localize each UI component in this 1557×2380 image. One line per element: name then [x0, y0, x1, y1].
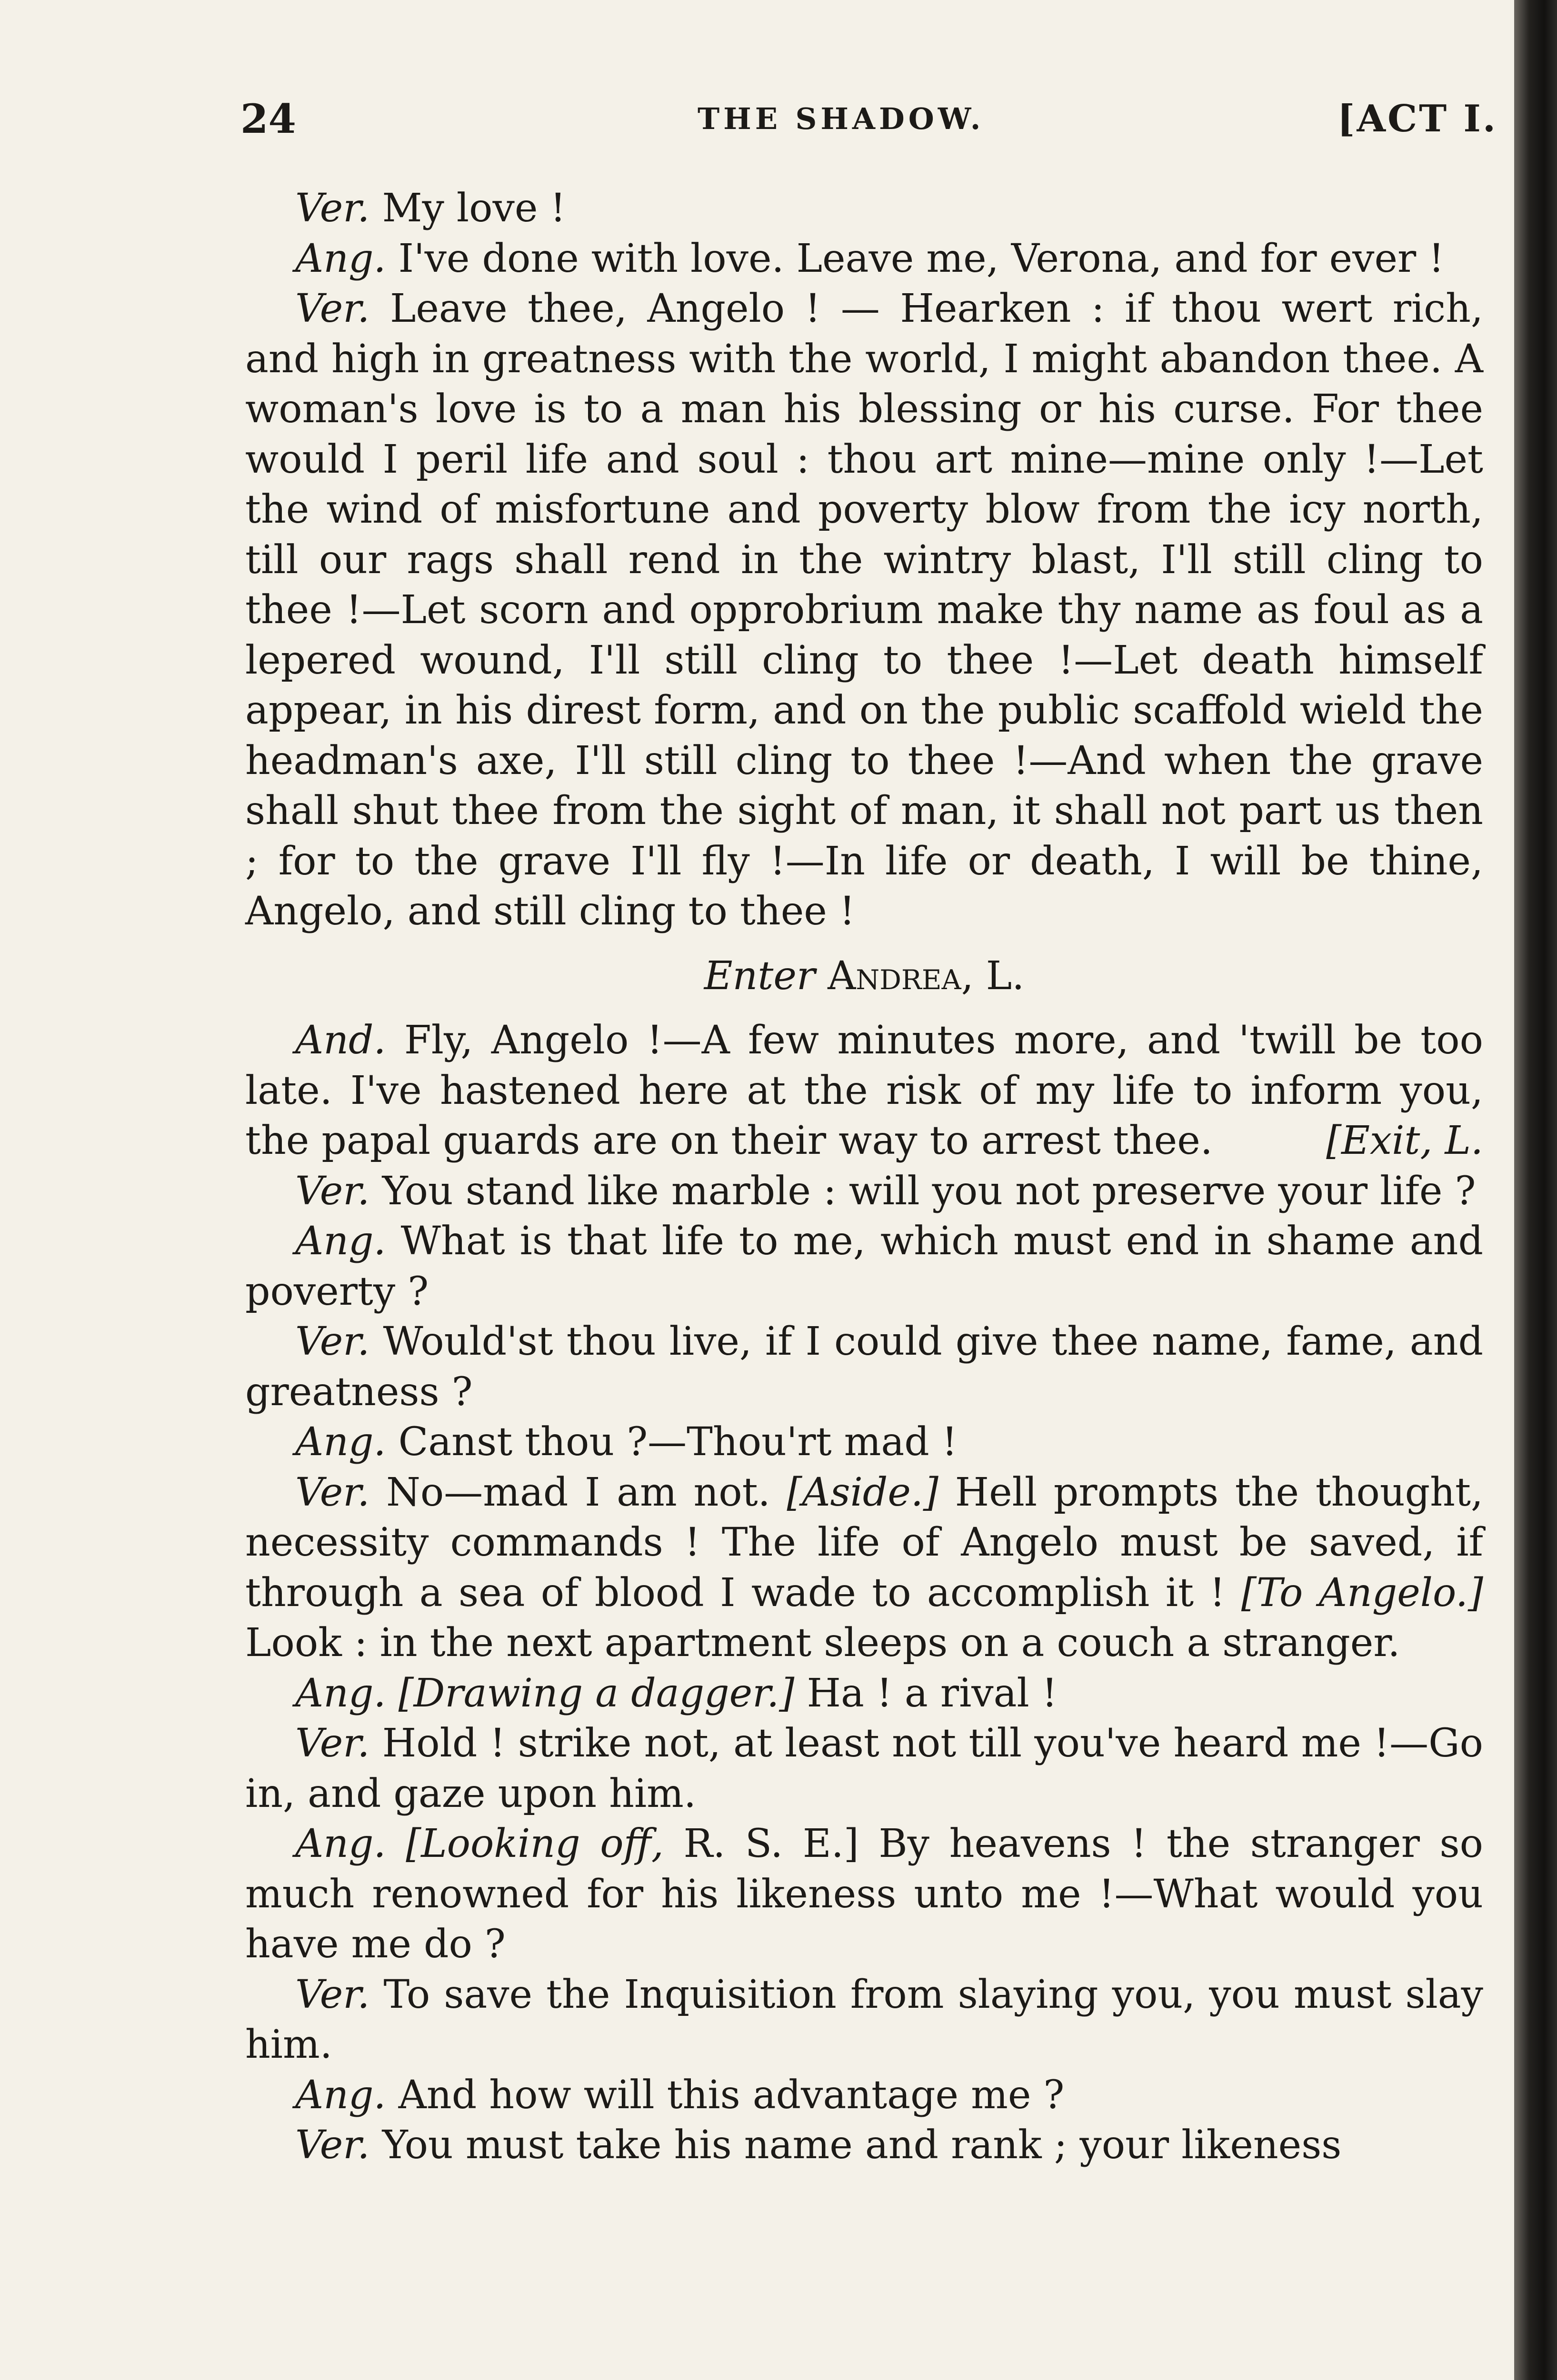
- speaker: And.: [295, 1018, 386, 1063]
- stage-position: R. S. E.]: [683, 1821, 859, 1866]
- dagger-direction: [Drawing a dagger.]: [398, 1670, 795, 1716]
- speaker: Ang.: [295, 1219, 386, 1264]
- play-text: [245, 183, 1483, 2171]
- speech-text: Canst thou ?—Thou'rt mad !: [398, 1419, 958, 1465]
- page-header: [240, 93, 1497, 145]
- speech: [245, 234, 1483, 284]
- speech: [245, 1718, 1483, 1819]
- speech-text: Ha ! a rival !: [807, 1670, 1058, 1716]
- speaker: Ver.: [295, 186, 370, 231]
- exit-direction: [Exit, L.: [1326, 1118, 1483, 1163]
- speech-text: By heavens ! the stranger so much renowned for his likeness unto me !—What would you have me do ?: [245, 1821, 1483, 1967]
- speech: [245, 183, 1483, 234]
- aside-direction: [Aside.]: [787, 1469, 938, 1515]
- speech-text: And how will this advantage me ?: [398, 2072, 1065, 2118]
- speaker: Ang.: [295, 1670, 386, 1716]
- speech-text: Would'st thou live, if I could give thee name, fame, and greatness ?: [245, 1319, 1484, 1415]
- speech: [245, 1015, 1483, 1166]
- entrance-name: Andrea: [828, 953, 961, 999]
- speech: [245, 1216, 1483, 1317]
- speech: [245, 284, 1483, 937]
- speech-text: Fly, Angelo !—A few minutes more, and 'twill be too late. I've hastened here at the risk of my life to inform you, the papal guards are on their way to arrest thee.: [245, 1018, 1483, 1163]
- running-title: THE SHADOW.: [698, 101, 985, 136]
- speech: [245, 1970, 1483, 2070]
- speaker: Ver.: [295, 1972, 370, 2017]
- speaker: Ang.: [295, 1419, 386, 1465]
- speech: [245, 1468, 1483, 1668]
- looking-direction: [Looking off,: [406, 1821, 664, 1866]
- speech-text: Hold ! strike not, at least not till you've heard me !—Go in, and gaze upon him.: [245, 1721, 1483, 1816]
- speaker: Ver.: [295, 1168, 370, 1214]
- act-marker: [ACT I.: [1337, 97, 1497, 140]
- speaker: Ver.: [295, 286, 370, 331]
- speech: [245, 1819, 1483, 1970]
- to-angelo-direction: [To Angelo.]: [1241, 1570, 1483, 1616]
- speaker: Ver.: [295, 1721, 370, 1766]
- page-number: 24: [240, 95, 296, 142]
- speaker: Ver.: [295, 1469, 370, 1515]
- entrance-verb: Enter: [704, 953, 816, 999]
- speech: [245, 2070, 1483, 2121]
- speaker: Ver.: [295, 2122, 370, 2168]
- speech: [245, 1668, 1483, 1719]
- speech: [245, 1166, 1483, 1217]
- speech: [245, 2120, 1483, 2171]
- speech-text: You stand like marble : will you not preserve your life ?: [382, 1168, 1476, 1214]
- speech-text: No—mad I am not.: [386, 1469, 770, 1515]
- speaker: Ang.: [295, 2072, 386, 2118]
- speech-text: You must take his name and rank ; your likeness: [382, 2122, 1342, 2168]
- speech-text: Leave thee, Angelo ! — Hearken : if thou wert rich, and high in greatness with the world, I might abandon thee. A woman's love is to a man his blessing or his curse. For thee would I peril life and soul : thou art mine—mine only !—Let the wind of misfortune and poverty blow from the icy north, till our rags shall rend in the wintry blast, I'll still cling to thee !—Let scorn and opprobrium make thy name as foul as a lepered wound, I'll still cling to thee !—Let death himself appear, in his direst form, and on the public scaffold wield the headman's axe, I'll still cling to thee !—And when the grave shall shut thee from the sight of man, it shall not part us then ; for to the grave I'll fly !—In life or death, I will be thine, Angelo, and still cling to thee !: [245, 286, 1483, 934]
- book-spine-edge: [1514, 0, 1557, 2380]
- stage-direction-entrance: Enter Andrea, L.: [704, 953, 1025, 999]
- speech-text: To save the Inquisition from slaying you, you must slay him.: [245, 1972, 1483, 2067]
- speech-text: My love !: [382, 186, 566, 231]
- speech-text: Hell prompts the thought, necessity commands ! The life of Angelo must be saved, if through a sea of blood I wade to accomplish it !: [245, 1469, 1483, 1616]
- speaker: Ang.: [295, 236, 386, 281]
- speaker: Ang.: [295, 1821, 386, 1866]
- speech-text: What is that life to me, which must end in shame and poverty ?: [245, 1219, 1483, 1314]
- speech-text: Look : in the next apartment sleeps on a couch a stranger.: [245, 1620, 1400, 1666]
- speech: [245, 1417, 1483, 1468]
- entrance-side: L.: [986, 953, 1025, 999]
- speech: [245, 1317, 1483, 1417]
- speaker: Ver.: [295, 1319, 370, 1364]
- speech-text: I've done with love. Leave me, Verona, and for ever !: [398, 236, 1445, 281]
